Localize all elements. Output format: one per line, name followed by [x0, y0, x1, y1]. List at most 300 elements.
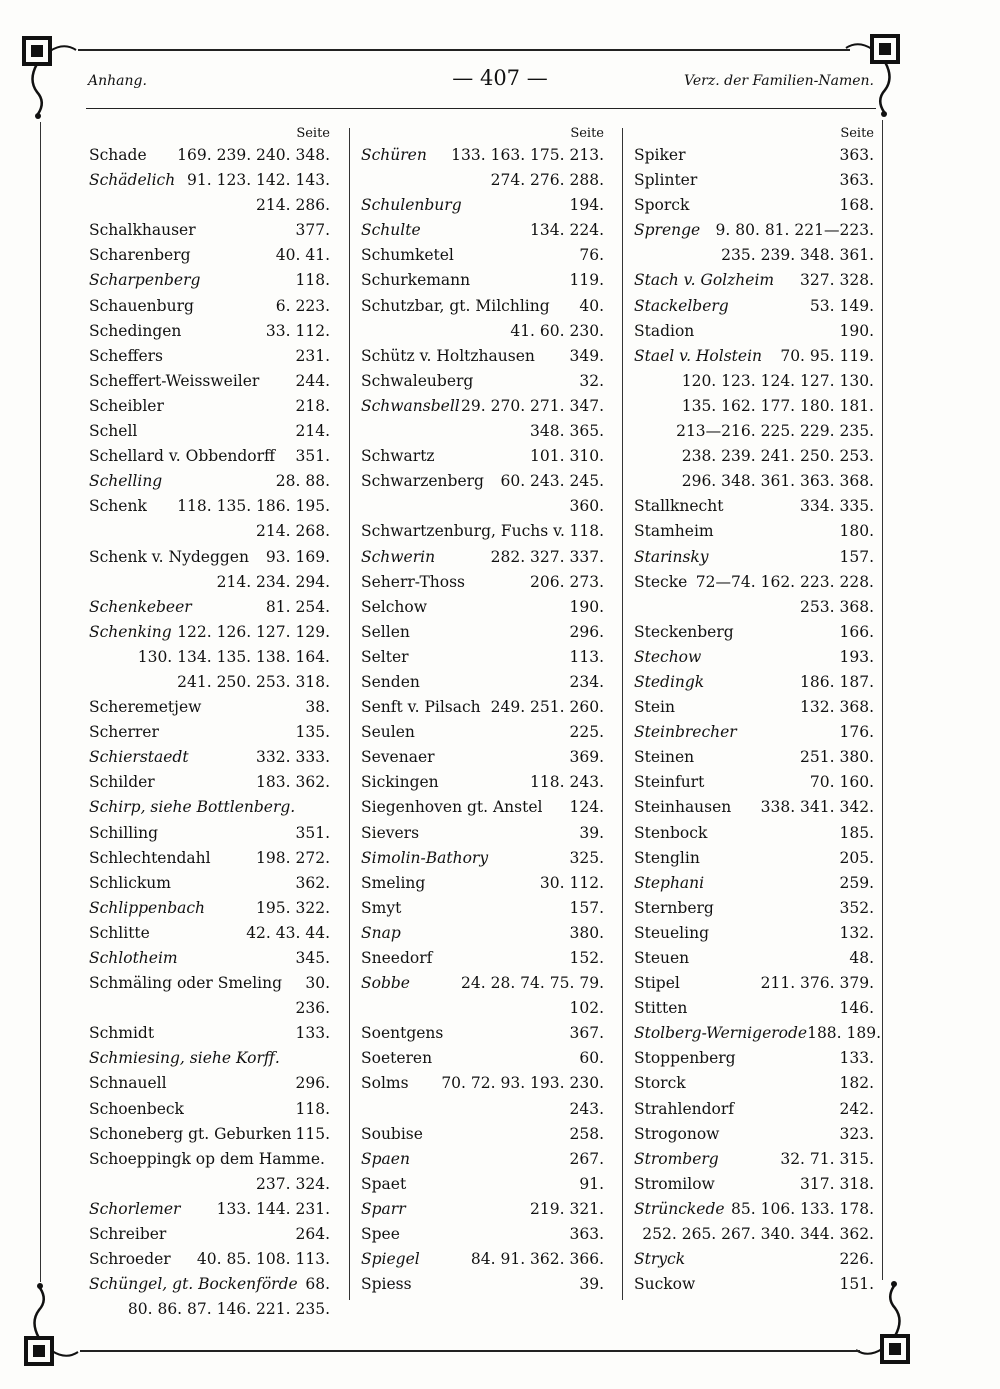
- entry-pages-continued: 252. 265. 267. 340. 344. 362.: [642, 1225, 874, 1244]
- index-entry: [634, 1272, 874, 1297]
- entry-pages: 32. 71. 315.: [780, 1149, 874, 1168]
- entry-pages: 259.: [839, 873, 874, 892]
- entry-name: Sparr: [361, 1199, 406, 1218]
- index-entry: [361, 294, 604, 344]
- index-column-2: [361, 124, 604, 1297]
- entry-pages: 40. 85. 108. 113.: [196, 1250, 330, 1269]
- index-entry: [361, 1021, 604, 1046]
- entry-name: Schalkhauser: [89, 221, 196, 240]
- index-entry: [89, 218, 330, 243]
- entry-pages: 363.: [839, 171, 874, 190]
- index-entry: [634, 821, 874, 846]
- entry-pages: 85. 106. 133. 178.: [731, 1199, 874, 1218]
- entry-pages-continued: 214. 268.: [256, 522, 330, 541]
- entry-name: Schirp, siehe Bottlenberg.: [89, 798, 296, 817]
- index-entry: [634, 620, 874, 645]
- entry-name: Schauenburg: [89, 296, 194, 315]
- index-entry: [361, 770, 604, 795]
- corner-ornament-bottom-left: [20, 1280, 82, 1370]
- index-entry: [634, 871, 874, 896]
- index-entry: [89, 369, 330, 394]
- entry-pages-continued: 237. 324.: [256, 1174, 330, 1193]
- entry-name: Selter: [361, 647, 409, 666]
- entry-pages: 182.: [839, 1074, 874, 1093]
- index-entry: [361, 821, 604, 846]
- entry-pages: 115.: [295, 1124, 330, 1143]
- index-entry: [89, 294, 330, 319]
- entry-pages-continued: 235. 239. 348. 361.: [721, 246, 874, 265]
- index-entry: [89, 168, 330, 218]
- index-entry: [89, 1097, 330, 1122]
- entry-name: Stadion: [634, 321, 695, 340]
- entry-name: Schulte: [361, 221, 421, 240]
- entry-name: Schwerin: [361, 547, 436, 566]
- entry-pages: 351.: [295, 447, 330, 466]
- index-entry: [89, 896, 330, 921]
- index-entry: [89, 720, 330, 745]
- index-entry: [89, 595, 330, 620]
- entry-name: Steuen: [634, 949, 690, 967]
- entry-name: Schreiber: [89, 1225, 167, 1244]
- entry-pages-continued: 120. 123. 124. 127. 130.: [681, 371, 874, 390]
- index-entry: [634, 1046, 874, 1071]
- index-entry: [634, 795, 874, 820]
- entry-name: Stoppenberg: [634, 1049, 736, 1068]
- index-entry: [89, 344, 330, 369]
- column-divider-2: [622, 128, 623, 1300]
- entry-name: Steinhausen: [634, 798, 732, 817]
- index-entry: [361, 268, 604, 293]
- header-right: Verz. der Familien-Namen.: [684, 73, 874, 89]
- index-entry: [89, 143, 330, 168]
- index-entry: [89, 695, 330, 720]
- index-entry: [89, 394, 330, 419]
- entry-pages: 133.: [295, 1024, 330, 1043]
- entry-name: Steinfurt: [634, 773, 705, 792]
- entry-pages: 152.: [569, 949, 604, 967]
- index-entry: [361, 695, 604, 720]
- entry-pages: 185.: [839, 823, 874, 842]
- entry-name: Sternberg: [634, 898, 714, 917]
- seite-label: Seite: [570, 126, 604, 141]
- entry-name: Soeteren: [361, 1049, 433, 1068]
- entry-name: Scheibler: [89, 396, 164, 415]
- entry-pages: 226.: [839, 1250, 874, 1269]
- index-column-3: [634, 124, 882, 1297]
- entry-pages-continued: 214. 286.: [256, 196, 330, 215]
- entry-pages: 157.: [569, 898, 604, 917]
- entry-name: Stryck: [634, 1250, 686, 1269]
- entry-pages-continued: 241. 250. 253. 318.: [177, 672, 330, 691]
- entry-name: Steinen: [634, 748, 695, 767]
- entry-name: Spaen: [361, 1149, 410, 1168]
- entry-name: Schlickum: [89, 873, 171, 892]
- index-entry: [361, 1071, 604, 1121]
- entry-pages: 168.: [839, 196, 874, 215]
- index-entry: [634, 946, 874, 971]
- entry-name: Spee: [361, 1225, 400, 1244]
- entry-name: Stolberg-Wernigerode: [634, 1024, 808, 1043]
- entry-name: Schorlemer: [89, 1199, 181, 1218]
- index-entry: [634, 846, 874, 871]
- index-entry: [361, 670, 604, 695]
- entry-name: Schoeppingk op dem Hamme.: [89, 1149, 325, 1168]
- entry-pages-continued: 80. 86. 87. 146. 221. 235.: [127, 1300, 330, 1319]
- entry-name: Schulenburg: [361, 196, 462, 215]
- index-entry: [89, 1122, 330, 1147]
- index-entry: [89, 795, 330, 820]
- entry-name: Schmäling oder Smeling: [89, 974, 283, 993]
- index-entry: [634, 1071, 874, 1096]
- page-number: — 407 —: [452, 66, 548, 90]
- index-entry: [361, 645, 604, 670]
- entry-pages: 70. 95. 119.: [780, 346, 874, 365]
- index-entry: [634, 168, 874, 193]
- entry-pages: 249. 251. 260.: [490, 698, 604, 717]
- entry-name: Schilling: [89, 823, 159, 842]
- entry-pages: 327. 328.: [800, 271, 874, 290]
- entry-pages: 157.: [839, 547, 874, 566]
- entry-pages: 186. 187.: [800, 672, 874, 691]
- entry-pages: 325.: [569, 848, 604, 867]
- entry-pages: 30.: [305, 974, 330, 993]
- index-entry: [361, 846, 604, 871]
- entry-pages: 380.: [569, 923, 604, 942]
- entry-name: Schwarzenberg: [361, 472, 484, 491]
- entry-name: Schoneberg gt. Geburken: [89, 1124, 292, 1143]
- entry-name: Soubise: [361, 1124, 423, 1143]
- entry-pages: 91. 123. 142. 143.: [187, 171, 330, 190]
- index-entry: [634, 519, 874, 544]
- index-entry: [634, 996, 874, 1021]
- entry-pages: 323.: [839, 1124, 874, 1143]
- entry-name: Stenglin: [634, 848, 700, 867]
- entry-pages: 362.: [295, 873, 330, 892]
- entry-name: Schwartz: [361, 447, 435, 466]
- index-entry: [89, 1147, 330, 1197]
- index-entry: [634, 494, 874, 519]
- entry-name: Schütz v. Holtzhausen: [361, 346, 535, 365]
- index-entry: [634, 570, 874, 620]
- entry-name: Schmiesing, siehe Korff.: [89, 1049, 280, 1068]
- entry-name: Stein: [634, 698, 675, 717]
- entry-name: Sneedorf: [361, 949, 433, 967]
- index-entry: [634, 1097, 874, 1122]
- index-entry: [361, 570, 604, 595]
- index-entry: [361, 519, 604, 544]
- entry-pages: 42. 43. 44.: [246, 923, 330, 942]
- index-entry: [361, 469, 604, 519]
- entry-name: Schmidt: [89, 1024, 155, 1043]
- entry-pages: 363.: [569, 1225, 604, 1244]
- entry-pages-continued: 296. 348. 361. 363. 368.: [681, 472, 874, 491]
- header-rule: [86, 108, 876, 109]
- index-entry: [89, 946, 330, 971]
- index-entry: [361, 394, 604, 444]
- entry-pages: 40.: [579, 296, 604, 315]
- entry-name: Seherr-Thoss: [361, 572, 466, 591]
- entry-pages: 132. 368.: [800, 698, 874, 717]
- index-entry: [89, 846, 330, 871]
- index-entry: [89, 821, 330, 846]
- entry-pages: 166.: [839, 622, 874, 641]
- entry-name: Solms: [361, 1074, 409, 1093]
- entry-name: Schenk: [89, 497, 147, 516]
- entry-name: Stecke: [634, 572, 688, 591]
- index-entry: [634, 971, 874, 996]
- entry-pages: 244.: [295, 371, 330, 390]
- entry-pages: 194.: [569, 196, 604, 215]
- index-entry: [634, 1122, 874, 1147]
- index-entry: [89, 1247, 330, 1272]
- entry-pages: 151.: [839, 1275, 874, 1294]
- entry-pages: 33. 112.: [265, 321, 330, 340]
- entry-pages: 367.: [569, 1024, 604, 1043]
- entry-name: Schlitte: [89, 923, 150, 942]
- right-border-line: [882, 120, 883, 1280]
- index-entry: [89, 871, 330, 896]
- entry-pages: 133. 163. 175. 213.: [451, 146, 604, 164]
- entry-name: Schutzbar, gt. Milchling: [361, 296, 550, 315]
- index-entry: [361, 1122, 604, 1147]
- index-entry: [634, 670, 874, 695]
- index-entry: [89, 1197, 330, 1222]
- entry-name: Sobbe: [361, 974, 410, 993]
- seite-label: Seite: [840, 126, 874, 141]
- index-entry: [89, 770, 330, 795]
- index-entry: [361, 871, 604, 896]
- entry-pages: 180.: [839, 522, 874, 541]
- entry-name: Simolin-Bathory: [361, 848, 489, 867]
- index-entry: [634, 921, 874, 946]
- entry-name: Strünckede: [634, 1199, 725, 1218]
- entry-pages: 40. 41.: [275, 246, 330, 265]
- entry-name: Schlippenbach: [89, 898, 206, 917]
- entry-pages: 351.: [295, 823, 330, 842]
- entry-pages: 251. 380.: [800, 748, 874, 767]
- entry-pages-continued: 253. 368.: [800, 597, 874, 616]
- entry-pages: 242.: [839, 1099, 874, 1118]
- entry-name: Schlotheim: [89, 949, 178, 967]
- index-entry: [361, 344, 604, 369]
- index-entry: [89, 268, 330, 293]
- entry-name: Stael v. Holstein: [634, 346, 763, 365]
- entry-name: Schurkemann: [361, 271, 471, 290]
- index-entry: [634, 1147, 874, 1172]
- entry-pages: 113.: [569, 647, 604, 666]
- entry-name: Schüren: [361, 146, 427, 164]
- entry-name: Stedingk: [634, 672, 705, 691]
- index-entry: [89, 1046, 330, 1071]
- entry-pages: 214.: [295, 422, 330, 441]
- entry-pages: 211. 376. 379.: [760, 974, 874, 993]
- entry-name: Schierstaedt: [89, 748, 189, 767]
- entry-name: Schade: [89, 146, 147, 164]
- entry-name: Scharpenberg: [89, 271, 201, 290]
- entry-name: Sporck: [634, 196, 690, 215]
- entry-name: Sellen: [361, 622, 410, 641]
- entry-name: Suckow: [634, 1275, 696, 1294]
- index-entry: [634, 545, 874, 570]
- entry-name: Steckenberg: [634, 622, 734, 641]
- entry-name: Schädelich: [89, 171, 176, 190]
- index-entry: [361, 143, 604, 193]
- entry-name: Schenking: [89, 622, 172, 641]
- entry-name: Scharenberg: [89, 246, 191, 265]
- entry-name: Seulen: [361, 723, 415, 742]
- index-entry: [361, 620, 604, 645]
- entry-pages: 68.: [305, 1275, 330, 1294]
- entry-pages: 118.: [569, 522, 604, 541]
- entry-name: Schell: [89, 422, 138, 441]
- entry-name: Schüngel, gt. Bockenförde: [89, 1275, 298, 1294]
- entry-pages: 317. 318.: [800, 1174, 874, 1193]
- entry-pages: 48.: [849, 949, 874, 967]
- entry-pages: 296.: [295, 1074, 330, 1093]
- index-entry: [634, 1197, 874, 1247]
- entry-pages: 72—74. 162. 223. 228.: [695, 572, 874, 591]
- entry-name: Stephani: [634, 873, 705, 892]
- entry-name: Smyt: [361, 898, 402, 917]
- index-entry: [634, 1021, 882, 1046]
- entry-name: Stenbock: [634, 823, 708, 842]
- index-entry: [634, 218, 874, 268]
- index-entry: [89, 1222, 330, 1247]
- entry-name: Sprenge: [634, 221, 701, 240]
- entry-pages: 29. 270. 271. 347.: [461, 396, 604, 415]
- entry-name: Stromberg: [634, 1149, 719, 1168]
- entry-name: Sievers: [361, 823, 420, 842]
- entry-name: Spiker: [634, 146, 686, 164]
- entry-pages: 334. 335.: [800, 497, 874, 516]
- index-entry: [361, 1172, 604, 1197]
- entry-pages-continued: 135. 162. 177. 180. 181.: [681, 396, 874, 415]
- entry-pages: 206. 273.: [530, 572, 604, 591]
- entry-pages: 118.: [295, 1099, 330, 1118]
- entry-pages: 282. 327. 337.: [490, 547, 604, 566]
- entry-pages: 24. 28. 74. 75. 79.: [461, 974, 604, 993]
- index-column-1: [89, 124, 330, 1322]
- entry-name: Stallknecht: [634, 497, 724, 516]
- entry-name: Schoenbeck: [89, 1099, 184, 1118]
- index-entry: [361, 1046, 604, 1071]
- entry-pages: 39.: [579, 1275, 604, 1294]
- entry-pages: 132.: [839, 923, 874, 942]
- entry-name: Senft v. Pilsach: [361, 698, 481, 717]
- index-entry: [634, 770, 874, 795]
- index-entry: [361, 193, 604, 218]
- index-entry: [361, 1147, 604, 1172]
- index-entry: [361, 1222, 604, 1247]
- index-entry: [89, 1021, 330, 1046]
- entry-name: Steueling: [634, 923, 709, 942]
- index-entry: [361, 444, 604, 469]
- entry-name: Scheffers: [89, 346, 164, 365]
- entry-pages: 264.: [295, 1225, 330, 1244]
- entry-pages: 60.: [579, 1049, 604, 1068]
- entry-pages: 188. 189.: [807, 1024, 882, 1043]
- entry-pages: 101. 310.: [530, 447, 604, 466]
- entry-name: Schroeder: [89, 1250, 171, 1269]
- entry-pages: 118. 135. 186. 195.: [177, 497, 330, 516]
- entry-name: Stromilow: [634, 1174, 715, 1193]
- index-entry: [89, 745, 330, 770]
- index-entry: [634, 1247, 874, 1272]
- index-entry: [361, 545, 604, 570]
- entry-name: Senden: [361, 672, 420, 691]
- entry-pages: 190.: [569, 597, 604, 616]
- index-entry: [634, 745, 874, 770]
- index-entry: [361, 243, 604, 268]
- index-entry: [361, 795, 604, 820]
- entry-pages: 146.: [839, 999, 874, 1018]
- entry-pages: 267.: [569, 1149, 604, 1168]
- entry-pages: 133.: [839, 1049, 874, 1068]
- entry-pages-continued: 274. 276. 288.: [490, 171, 604, 190]
- index-entry: [89, 1071, 330, 1096]
- entry-name: Scherrer: [89, 723, 159, 742]
- index-entry: [361, 896, 604, 921]
- entry-name: Smeling: [361, 873, 426, 892]
- entry-pages: 225.: [569, 723, 604, 742]
- entry-pages: 53. 149.: [809, 296, 874, 315]
- entry-pages: 9. 80. 81. 221—223.: [715, 221, 874, 240]
- entry-name: Strogonow: [634, 1124, 720, 1143]
- entry-pages: 190.: [839, 321, 874, 340]
- entry-pages-continued: 243.: [569, 1099, 604, 1118]
- entry-pages-continued: 214. 234. 294.: [216, 572, 330, 591]
- index-entry: [89, 494, 330, 544]
- index-entry: [361, 971, 604, 1021]
- entry-pages: 118.: [295, 271, 330, 290]
- entry-name: Stitten: [634, 999, 688, 1018]
- entry-pages: 118. 243.: [530, 773, 604, 792]
- entry-name: Schellard v. Obbendorff: [89, 447, 276, 466]
- index-entry: [634, 193, 874, 218]
- entry-pages: 195. 322.: [256, 898, 330, 917]
- entry-name: Stamheim: [634, 522, 714, 541]
- entry-pages-continued: 41. 60. 230.: [510, 321, 604, 340]
- index-entry: [634, 268, 874, 293]
- entry-name: Selchow: [361, 597, 428, 616]
- seite-label: Seite: [296, 126, 330, 141]
- entry-name: Schwartzenburg, Fuchs v.: [361, 522, 565, 541]
- entry-name: Spaet: [361, 1174, 407, 1193]
- entry-pages: 6. 223.: [275, 296, 330, 315]
- entry-pages: 84. 91. 362. 366.: [470, 1250, 604, 1269]
- entry-pages-continued: 213—216. 225. 229. 235.: [676, 422, 874, 441]
- index-entry: [634, 1172, 874, 1197]
- entry-name: Schumketel: [361, 246, 454, 265]
- entry-pages: 231.: [295, 346, 330, 365]
- entry-name: Schlechtendahl: [89, 848, 211, 867]
- entry-name: Schelling: [89, 472, 163, 491]
- entry-name: Schnauell: [89, 1074, 167, 1093]
- entry-pages: 91.: [579, 1174, 604, 1193]
- index-entry: [634, 319, 874, 344]
- index-entry: [634, 143, 874, 168]
- entry-name: Schenk v. Nydeggen: [89, 547, 249, 566]
- entry-pages: 176.: [839, 723, 874, 742]
- index-entry: [634, 344, 874, 495]
- index-entry: [89, 243, 330, 268]
- entry-pages: 133. 144. 231.: [216, 1199, 330, 1218]
- entry-pages: 134. 224.: [530, 221, 604, 240]
- entry-name: Steinbrecher: [634, 723, 737, 742]
- entry-pages: 198. 272.: [256, 848, 330, 867]
- left-border-line: [40, 122, 41, 1282]
- index-entry: [89, 1272, 330, 1322]
